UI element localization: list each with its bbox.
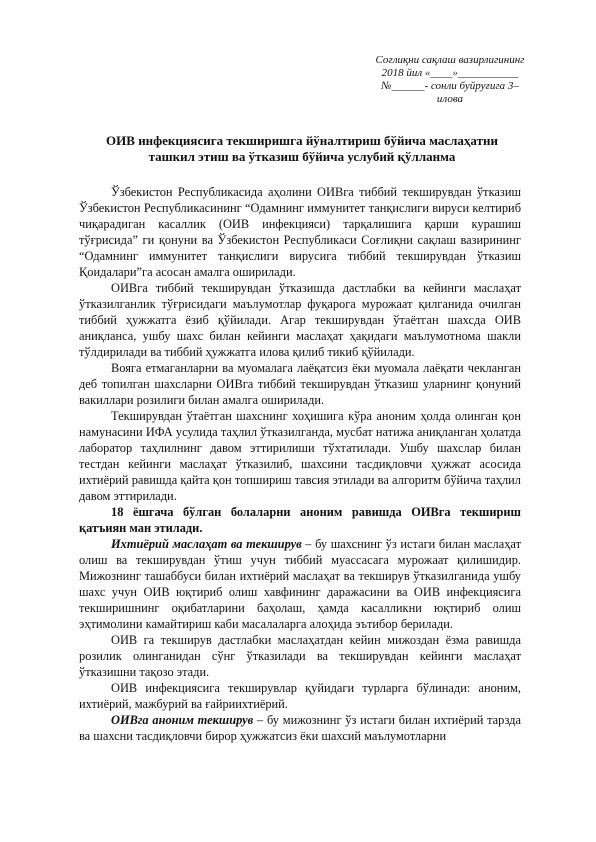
document-body [79,184,521,744]
paragraph-3: Вояга етмаганларни ва муомалага лаёқатсиз ёки муомала лаёқати чекланган деб топилган шахсларни ОИВга тиббий текширувдан ўтказиш уларнинг қонуний вакиллари розилиги билан амалга оширилади. [79,361,521,407]
paragraph-7: ОИВ га текширув дастлабки маслаҳатдан кейин мижоздан ёзма равишда розилик олинганидан сўнг ўтказилади ва текширувдан кейинги маслаҳат ўтказишни тақозо этади. [79,633,521,679]
title-line-2: ташкил этиш ва ўтказиш бўйича услубий қўлланма [148,149,456,164]
paragraph-9-term: ОИВга аноним текширув [111,713,254,727]
title-line-1: ОИВ инфекциясига текширишга йўналтириш бўйича маслаҳатни [106,133,498,148]
header-line-3: №______- сонли буйруғига 3– [381,80,519,92]
paragraph-6-term: Ихтиёрий маслаҳат ва текширув [111,537,302,551]
paragraph-6 [79,536,521,632]
paragraph-8: ОИВ инфекциясига текширувлар қуйидаги турларга бўлинади: аноним, ихтиёрий, мажбурий ва ғайриихтиёрий. [79,681,521,711]
paragraph-9-text: – бу мижознинг ўз истаги билан ихтиёрий тарзда ва шахсни тасдиқловчи бирор ҳужжатсиз ёки шахсий маълумотларни [79,713,521,743]
document-title [86,133,518,165]
paragraph-2: ОИВга тиббий текширувдан ўтказишда дастлабки ва кейинги маслаҳат ўтказилганлик тўғрисидаги маълумотлар фуқарога мурожаат қилганида очилган тиббий ҳужжатга ёзиб қўйилади. Агар текширувдан ўтаётган шахсда ОИВ аниқланса, ушбу шахс билан кейинги маслаҳат ҳақидаги маълумотнома шакли тўлдирилади ва тиббий ҳужжатга илова қилиб тикиб қўйилади. [79,281,521,359]
approval-header [360,54,540,106]
header-line-2: 2018 йил «____»___________ [381,67,519,79]
header-line-4: илова [436,93,464,105]
paragraph-9 [79,712,521,744]
paragraph-4: Текширувдан ўтаётган шахснинг хоҳишига кўра аноним ҳолда олинган қон намунасини ИФА усулида таҳлил ўтказилганда, мусбат натижа аниқланган ҳолатда лаборатор таҳлилнинг давом эттирилиши тўхтатилади. Ушбу шахслар билан тестдан кейинги маслаҳат ўтказилиб, шахсини тасдиқловчи ҳужжат асосида ихтиёрий равишда қайта қон топшириш тавсия этилади ва алгоритм бўйича таҳлил давом эттирилади. [79,409,521,503]
paragraph-5-bold: 18 ёшгача бўлган болаларни аноним равишда ОИВга текшириш қатъиян ман этилади. [79,505,521,535]
paragraph-6-text: – бу шахснинг ўз истаги билан маслаҳат олиш ва текширувдан ўтиш учун тиббий муассасага мурожаат қилишидир. Мижознинг ташаббуси билан ихтиёрий маслаҳат ва текширув ўтказилганида ушбу шахс учун ОИВ юқтириб олиш хавфининг даражасини ва ОИВ инфекциясига текширишнинг оқибатларини баҳолаш, ҳамда касалликни юқтириб олиш эҳтимолини камайтириш каби масалаларга алоҳида эътибор берилади. [79,537,522,631]
header-line-1: Соғлиқни сақлаш вазирлигининг [375,54,525,66]
paragraph-1: Ўзбекистон Республикасида аҳолини ОИВга тиббий текширувдан ўтказиш Ўзбекистон Республикасининг “Одамнинг иммунитет танқислиги вируси келтириб чиқарадиган касаллик (ОИВ инфекцияси) тарқалишига қарши курашиш тўғрисида” ги қонуни ва Ўзбекистон Республикаси Соғлиқни сақлаш вазирининг “Одамнинг иммунитет танқислиги вирусига тиббий текширувдан ўтказиш Қоидалари”га асосан амалга оширилади. [79,185,521,279]
